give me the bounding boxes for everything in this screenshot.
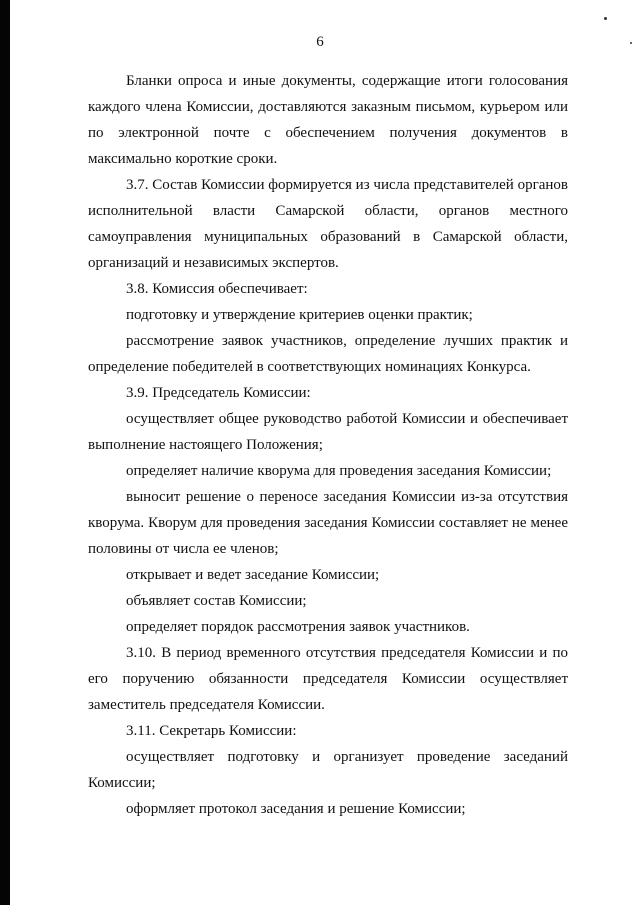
scan-edge-bar (0, 0, 10, 905)
paragraph: объявляет состав Комиссии; (126, 593, 307, 609)
paragraph: открывает и ведет заседание Комиссии; (126, 567, 380, 583)
paragraph: Бланки опроса и иные документы, содержащие итоги голосования каждого члена Комиссии, доставляются заказным письмом, курьером или по электронной почте с обеспечением получения документов в максимально короткие сроки. (88, 73, 568, 167)
paragraph: определяет порядок рассмотрения заявок участников. (126, 619, 470, 635)
paragraph: 3.8. Комиссия обеспечивает: (126, 281, 308, 297)
paragraph: выносит решение о переносе заседания Комиссии из-за отсутствия кворума. Кворум для проведения заседания Комиссии составляет не менее половины от числа ее членов; (88, 489, 568, 557)
paragraph: 3.7. Состав Комиссии формируется из числа представителей органов исполнительной власти Самарской области, органов местного самоуправления муниципальных образований в Самарской области, организаций и независимых экспертов. (88, 177, 568, 271)
document-body (88, 68, 568, 822)
paragraph: осуществляет подготовку и организует проведение заседаний Комиссии; (88, 749, 568, 791)
scan-dot (604, 17, 607, 20)
paragraph: подготовку и утверждение критериев оценки практик; (126, 307, 473, 323)
page-number: 6 (316, 34, 324, 50)
paragraph: 3.10. В период временного отсутствия председателя Комиссии и по его поручению обязанности председателя Комиссии осуществляет заместитель председателя Комиссии. (88, 645, 568, 713)
paragraph: 3.9. Председатель Комиссии: (126, 385, 311, 401)
paragraph: рассмотрение заявок участников, определение лучших практик и определение победителей в соответствующих номинациях Конкурса. (88, 333, 568, 375)
paragraph: 3.11. Секретарь Комиссии: (126, 723, 297, 739)
paragraph: осуществляет общее руководство работой Комиссии и обеспечивает выполнение настоящего Положения; (88, 411, 568, 453)
paragraph: определяет наличие кворума для проведения заседания Комиссии; (126, 463, 552, 479)
paragraph: оформляет протокол заседания и решение Комиссии; (126, 801, 466, 817)
